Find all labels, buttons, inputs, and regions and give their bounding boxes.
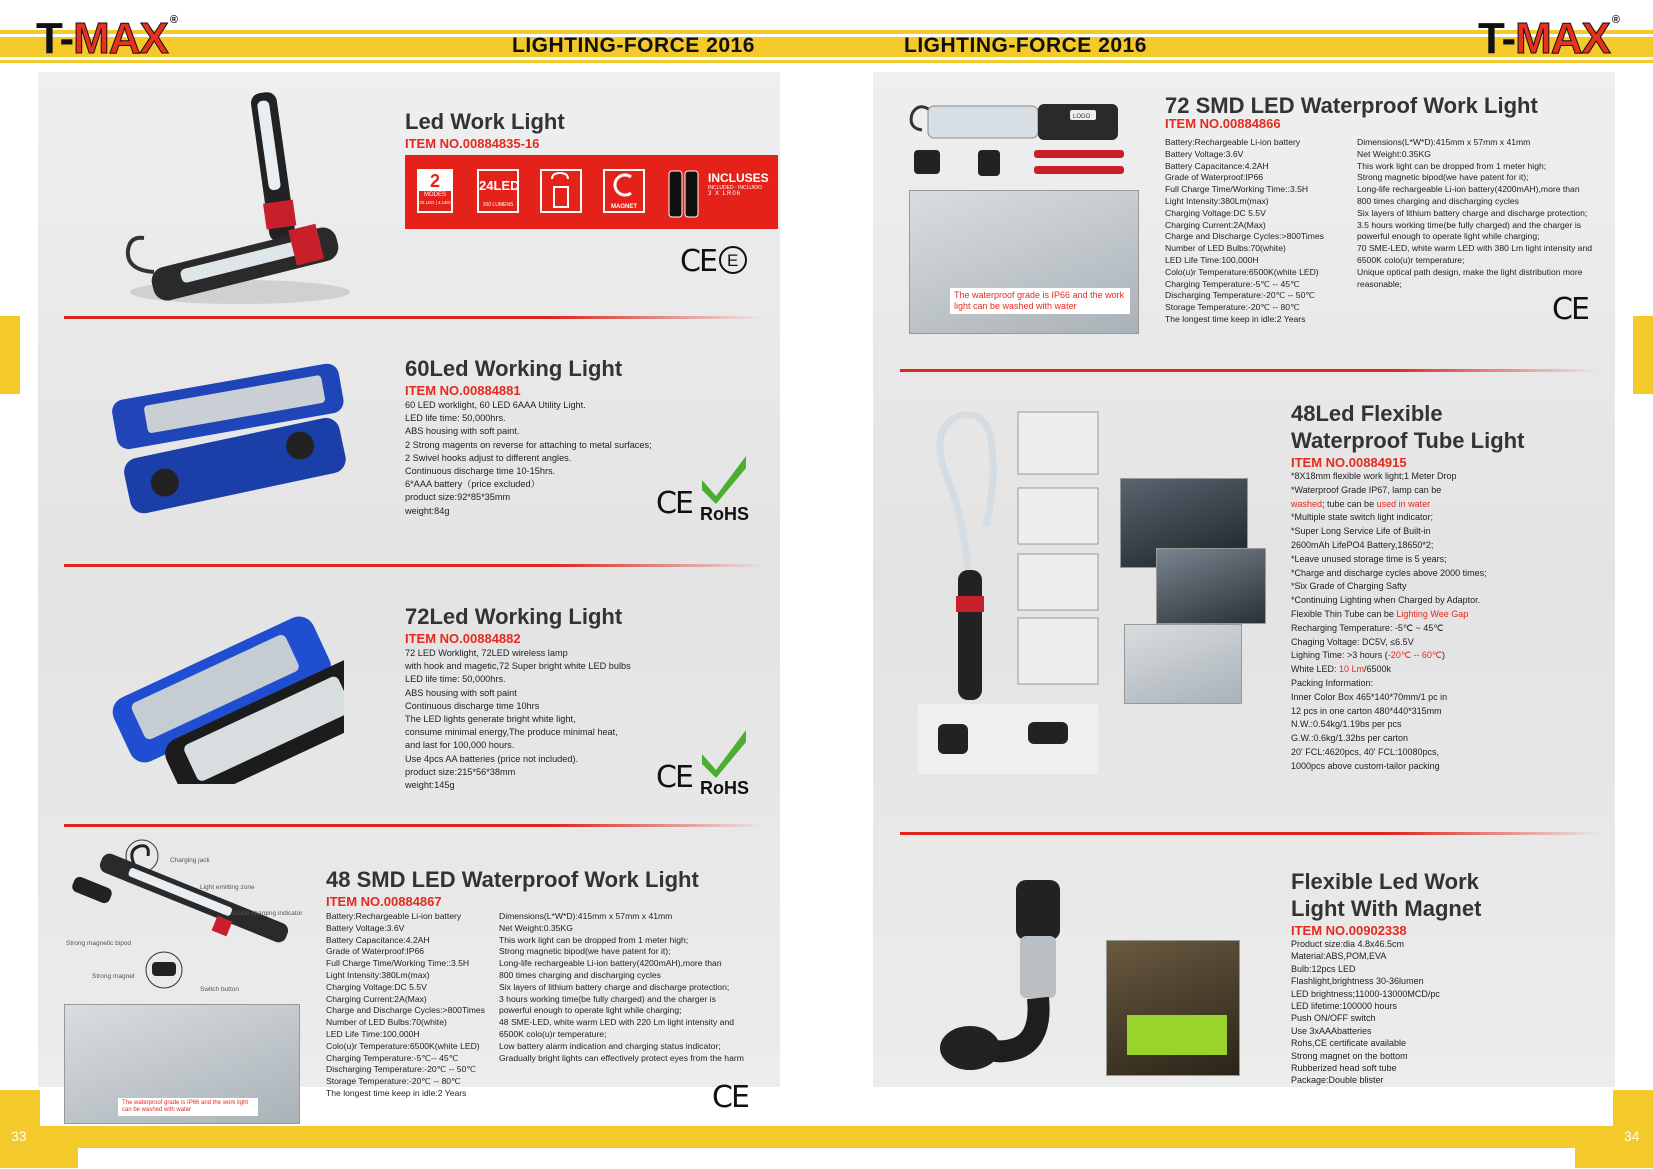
ce-mark-2: CE: [656, 486, 692, 521]
separator-2: [64, 564, 764, 567]
product-3-item-no: ITEM NO.00884882: [405, 631, 521, 646]
product-6-text: [1291, 400, 1591, 774]
product-6-title-line1: 48Led Flexible: [1291, 401, 1443, 426]
product-3-desc: 72 LED Worklight, 72LED wireless lamp with hook and magetic,72 Super bright white LED bulbs LED life time: 50,000hrs. ABS housing with soft paint Continuous discharge time 10hrs The LED lights generate bright white light, consume minimal energy,The produce minimal heat, and last for 100,000 hours. Use 4pcs AA batteries (price not included). product size:215*56*38mm weight:145g: [405, 648, 631, 791]
top-stripe: [0, 30, 1653, 34]
ce-mark-1: CE: [680, 244, 716, 279]
modes-badge: 2 MODES 20 LED | 4 LED: [417, 169, 453, 213]
product-5-item-no: ITEM NO.00884866: [1165, 116, 1281, 131]
product-2-title: 60Led Working Light: [405, 356, 623, 381]
caption-1: The waterproof grade is IP66 and the work light can be washed with water: [118, 1098, 258, 1116]
desc-line: *Six Grade of Charging Safty: [1291, 581, 1407, 592]
ce-mark-3: CE: [656, 760, 692, 795]
product-7-desc: Product size:dia 4.8x46.5cm Material:ABS,POM,EVA Bulb:12pcs LED Flashlight,brightness 30-36lumen LED brightness;11000-13000MCD/pc LED lifetime:100000 hours Push ON/OFF switch Use 3xAAAbatteries Rohs,CE certificate available Strong magnet on the bottom Rubberized head soft tube Package:Double blister: [1291, 939, 1440, 1086]
desc-line: Flexible Thin Tube can be Lighting Wee Gap: [1291, 608, 1469, 619]
magnet-icon: [605, 171, 643, 199]
e-mark-icon: [718, 245, 748, 275]
desc-line: *Continuing Lighting when Charged by Adaptor.: [1291, 595, 1481, 606]
product-3-title: 72Led Working Light: [405, 604, 623, 629]
desc-line: Chaging Voltage: DC5V, ≤6.5V: [1291, 636, 1414, 647]
desc-line: *Waterproof Grade IP67, lamp can be: [1291, 484, 1442, 495]
desc-line: N.W.:0.54kg/1.19bs per pcs: [1291, 719, 1402, 730]
magnet-usage-photo: [1106, 940, 1240, 1076]
product-2-desc: 60 LED worklight, 60 LED 6AAA Utility Light. LED life time: 50,000hrs. ABS housing with soft paint. 2 Strong magents on reverse for attaching to metal surfaces; 2 Swivel hooks adjust to different angles. Continuous discharge time 10-15hrs. 6*AAA battery（price excluded） product size:92*85*35mm weight:84g: [405, 400, 652, 516]
product-6-item-no: ITEM NO.00884915: [1291, 455, 1407, 470]
page-number-right: 34: [1624, 1128, 1640, 1144]
product-6-title-line2: Waterproof Tube Light: [1291, 428, 1525, 453]
brand-logo-right: T-MAX ®: [1478, 14, 1619, 63]
product-2-item-no: ITEM NO.00884881: [405, 383, 521, 398]
ce-mark-5: CE: [1552, 292, 1588, 327]
checkmark-icon: [698, 452, 750, 504]
rohs-mark-2: RoHS: [700, 504, 749, 524]
product-5-specs-col1: Battery:Rechargeable Li-ion battery Battery Voltage:3.6V Battery Capacitance:4.2AH Grade of Waterproof:IP66 Full Charge Time/Working Time::3.5H Light Intensity:380Lm(max) Charging Voltage:DC 5.5V Charging Current:2A(Max) Charge and Discharge Cycles:>800Times Number of LED Bulbs:70(white) LED Life Time:100,000H Colo(u)r Temperature:6500K(white LED) Charging Temperature:-5℃ -- 45℃ Discharging Temperature:-20℃ -- 50℃ Storage Temperature:-20℃ -- 80℃ The longest time keep in idle:2 Years: [1165, 137, 1324, 324]
footer-corner-left: [0, 1148, 78, 1168]
desc-line: 20' FCL:4620pcs, 40' FCL:10080pcs,: [1291, 746, 1440, 757]
header-stripe: [0, 60, 1653, 63]
72smd-product-image: [908, 96, 1136, 186]
flexible-tube-light-image: [908, 410, 1108, 710]
product-7-item-no: ITEM NO.00902338: [1291, 923, 1407, 938]
header-band: [0, 37, 1653, 57]
label-light-zone: Light emitting zone: [200, 884, 255, 891]
led-count-badge: 24LED 100 LUMENS: [477, 169, 519, 213]
label-strong-magnet: Strong magnet: [92, 973, 135, 980]
desc-line: *Leave unused storage time is 5 years;: [1291, 553, 1447, 564]
brand-logo-left: T-MAX ®: [36, 14, 177, 63]
svg-text:E: E: [727, 251, 739, 270]
label-charging-indicator: Inside charging indicator: [232, 910, 303, 917]
batteries-included-text: INCLUSES INCLUDED - INCLUIDO 3 X LR06: [708, 171, 769, 197]
desc-line: *Super Long Service Life of Built-in: [1291, 526, 1431, 537]
desc-line: Inner Color Box 465*140*70mm/1 pc in: [1291, 691, 1448, 702]
60led-working-light-image: [104, 362, 354, 522]
feature-banner: [405, 155, 778, 229]
checkmark-icon: [698, 726, 750, 778]
logo-tag-text: LOGO: [1073, 114, 1091, 120]
footer-band: [0, 1126, 1653, 1148]
header-title-right: LIGHTING-FORCE 2016: [904, 34, 1147, 57]
label-magnetic-bipod: Strong magnetic bipod: [66, 940, 132, 947]
product-5-text: [1165, 92, 1605, 131]
desc-line: G.W.:0.6kg/1.32bs per carton: [1291, 733, 1409, 744]
separator-4: [900, 369, 1600, 372]
product-1-item-no: ITEM NO.00884835-16: [405, 136, 540, 151]
desc-line: 12 pcs in one carton 480*440*315mm: [1291, 705, 1442, 716]
product-1-text: [405, 108, 565, 151]
product-7-text: [1291, 868, 1591, 1087]
header-title-left: LIGHTING-FORCE 2016: [512, 34, 755, 57]
product-1-title: Led Work Light: [405, 109, 565, 134]
battery-icon: [667, 165, 701, 221]
magnet-badge: MAGNET: [603, 169, 645, 213]
desc-line: Recharging Temperature: -5℃ ~ 45℃: [1291, 622, 1444, 633]
flexible-magnet-light-image: [930, 878, 1100, 1078]
usage-photo-2: [1156, 548, 1266, 624]
desc-line: Lighing Time: >3 hours (-20℃ -- 60℃): [1291, 650, 1446, 661]
product-4-title: 48 SMD LED Waterproof Work Light: [326, 867, 699, 892]
side-tab-left: [0, 316, 20, 394]
desc-line: *Charge and discharge cycles above 2000 times;: [1291, 567, 1487, 578]
product-7-title-line2: Light With Magnet: [1291, 896, 1482, 921]
side-tab-right: [1633, 316, 1653, 394]
product-4-specs-col1: Battery:Rechargeable Li-ion battery Battery Voltage:3.6V Battery Capacitance:4.2AH Grade of Waterproof:IP66 Full Charge Time/Working Time::3.5H Light Intensity:380Lm(max) Charging Voltage:DC 5.5V Charging Current:2A(Max) Charge and Discharge Cycles:>800Times Number of LED Bulbs:70(white) LED Life Time:100,000H Colo(u)r Temperature:6500K(white LED) Charging Temperature:-5℃-- 45℃ Discharging Temperature:-20℃ -- 50℃ Storage Temperature:-20℃ -- 80℃ The longest time keep in idle:2 Years: [326, 911, 485, 1098]
label-charging-jack: Charging jack: [170, 857, 210, 864]
desc-line: Packing Information:: [1291, 677, 1374, 688]
desc-line: *8X18mm flexible work light;1 Meter Drop: [1291, 471, 1457, 481]
usage-photo-3: [1124, 624, 1242, 704]
label-switch-button: Switch button: [200, 986, 240, 993]
hook-icon: [540, 169, 582, 213]
product-4-item-no: ITEM NO.00884867: [326, 894, 442, 909]
product-4-specs-col2: Dimensions(L*W*D):415mm x 57mm x 41mm Net Weight:0.35KG This work light can be dropped from 1 meter high; Strong magnetic bipod(we have patent for it); Long-life rechargeable Li-ion battery(4200mAH),more than 800 times charging and discharging cycles Six layers of lithium battery charge and discharge protection; 3 hours working time(be fully charged) and the charger is powerful enough to operate light while charging; 48 SME-LED, white warm LED with 220 Lm light intensity and 6500K colo(u)r temperature; Low battery alarm indication and charging status indicator; Gradually bright lights can effectively protect eyes from the harm: [499, 911, 744, 1063]
rohs-mark-3: RoHS: [700, 778, 749, 798]
footer-corner-right: [1575, 1148, 1653, 1168]
desc-line: *Multiple state switch light indicator;: [1291, 512, 1434, 523]
72led-working-light-image: [104, 604, 344, 784]
separator-3: [64, 824, 764, 827]
desc-line: White LED: 10 Lm/6500k: [1291, 664, 1392, 675]
product-7-title-line1: Flexible Led Work: [1291, 869, 1479, 894]
led-work-light-image: [110, 82, 350, 312]
separator-5: [900, 832, 1600, 835]
caption-2: The waterproof grade is IP66 and the work light can be washed with water: [950, 288, 1130, 314]
product-4-text: [326, 866, 766, 909]
page-number-left: 33: [11, 1128, 27, 1144]
desc-line: 1000pcs above custom-tailor packing: [1291, 760, 1440, 771]
ce-mark-4: CE: [712, 1080, 748, 1115]
desc-line: 2600mAh LifePO4 Battery,18650*2;: [1291, 539, 1434, 550]
desc-line: washed; tube can be used in water: [1291, 498, 1431, 509]
separator-1: [64, 316, 764, 319]
product-5-title: 72 SMD LED Waterproof Work Light: [1165, 93, 1538, 118]
charger-image: [918, 704, 1098, 774]
product-5-specs-col2: Dimensions(L*W*D):415mm x 57mm x 41mm Net Weight:0.35KG This work light can be dropped from 1 meter high; Strong magnetic bipod(we have patent for it); Long-life rechargeable Li-ion battery(4200mAH),more than 800 times charging and discharging cycles Six layers of lithium battery charge and discharge protection; 3.5 hours working time(be fully charged) and the charger is powerful enough to operate light while charging; 70 SME-LED, white warm LED with 380 Lm light intensity and 6500K colo(u)r temperature; Unique optical path design, make the light distribution more reasonable;: [1357, 137, 1592, 289]
product-6-desc: [1291, 470, 1591, 774]
